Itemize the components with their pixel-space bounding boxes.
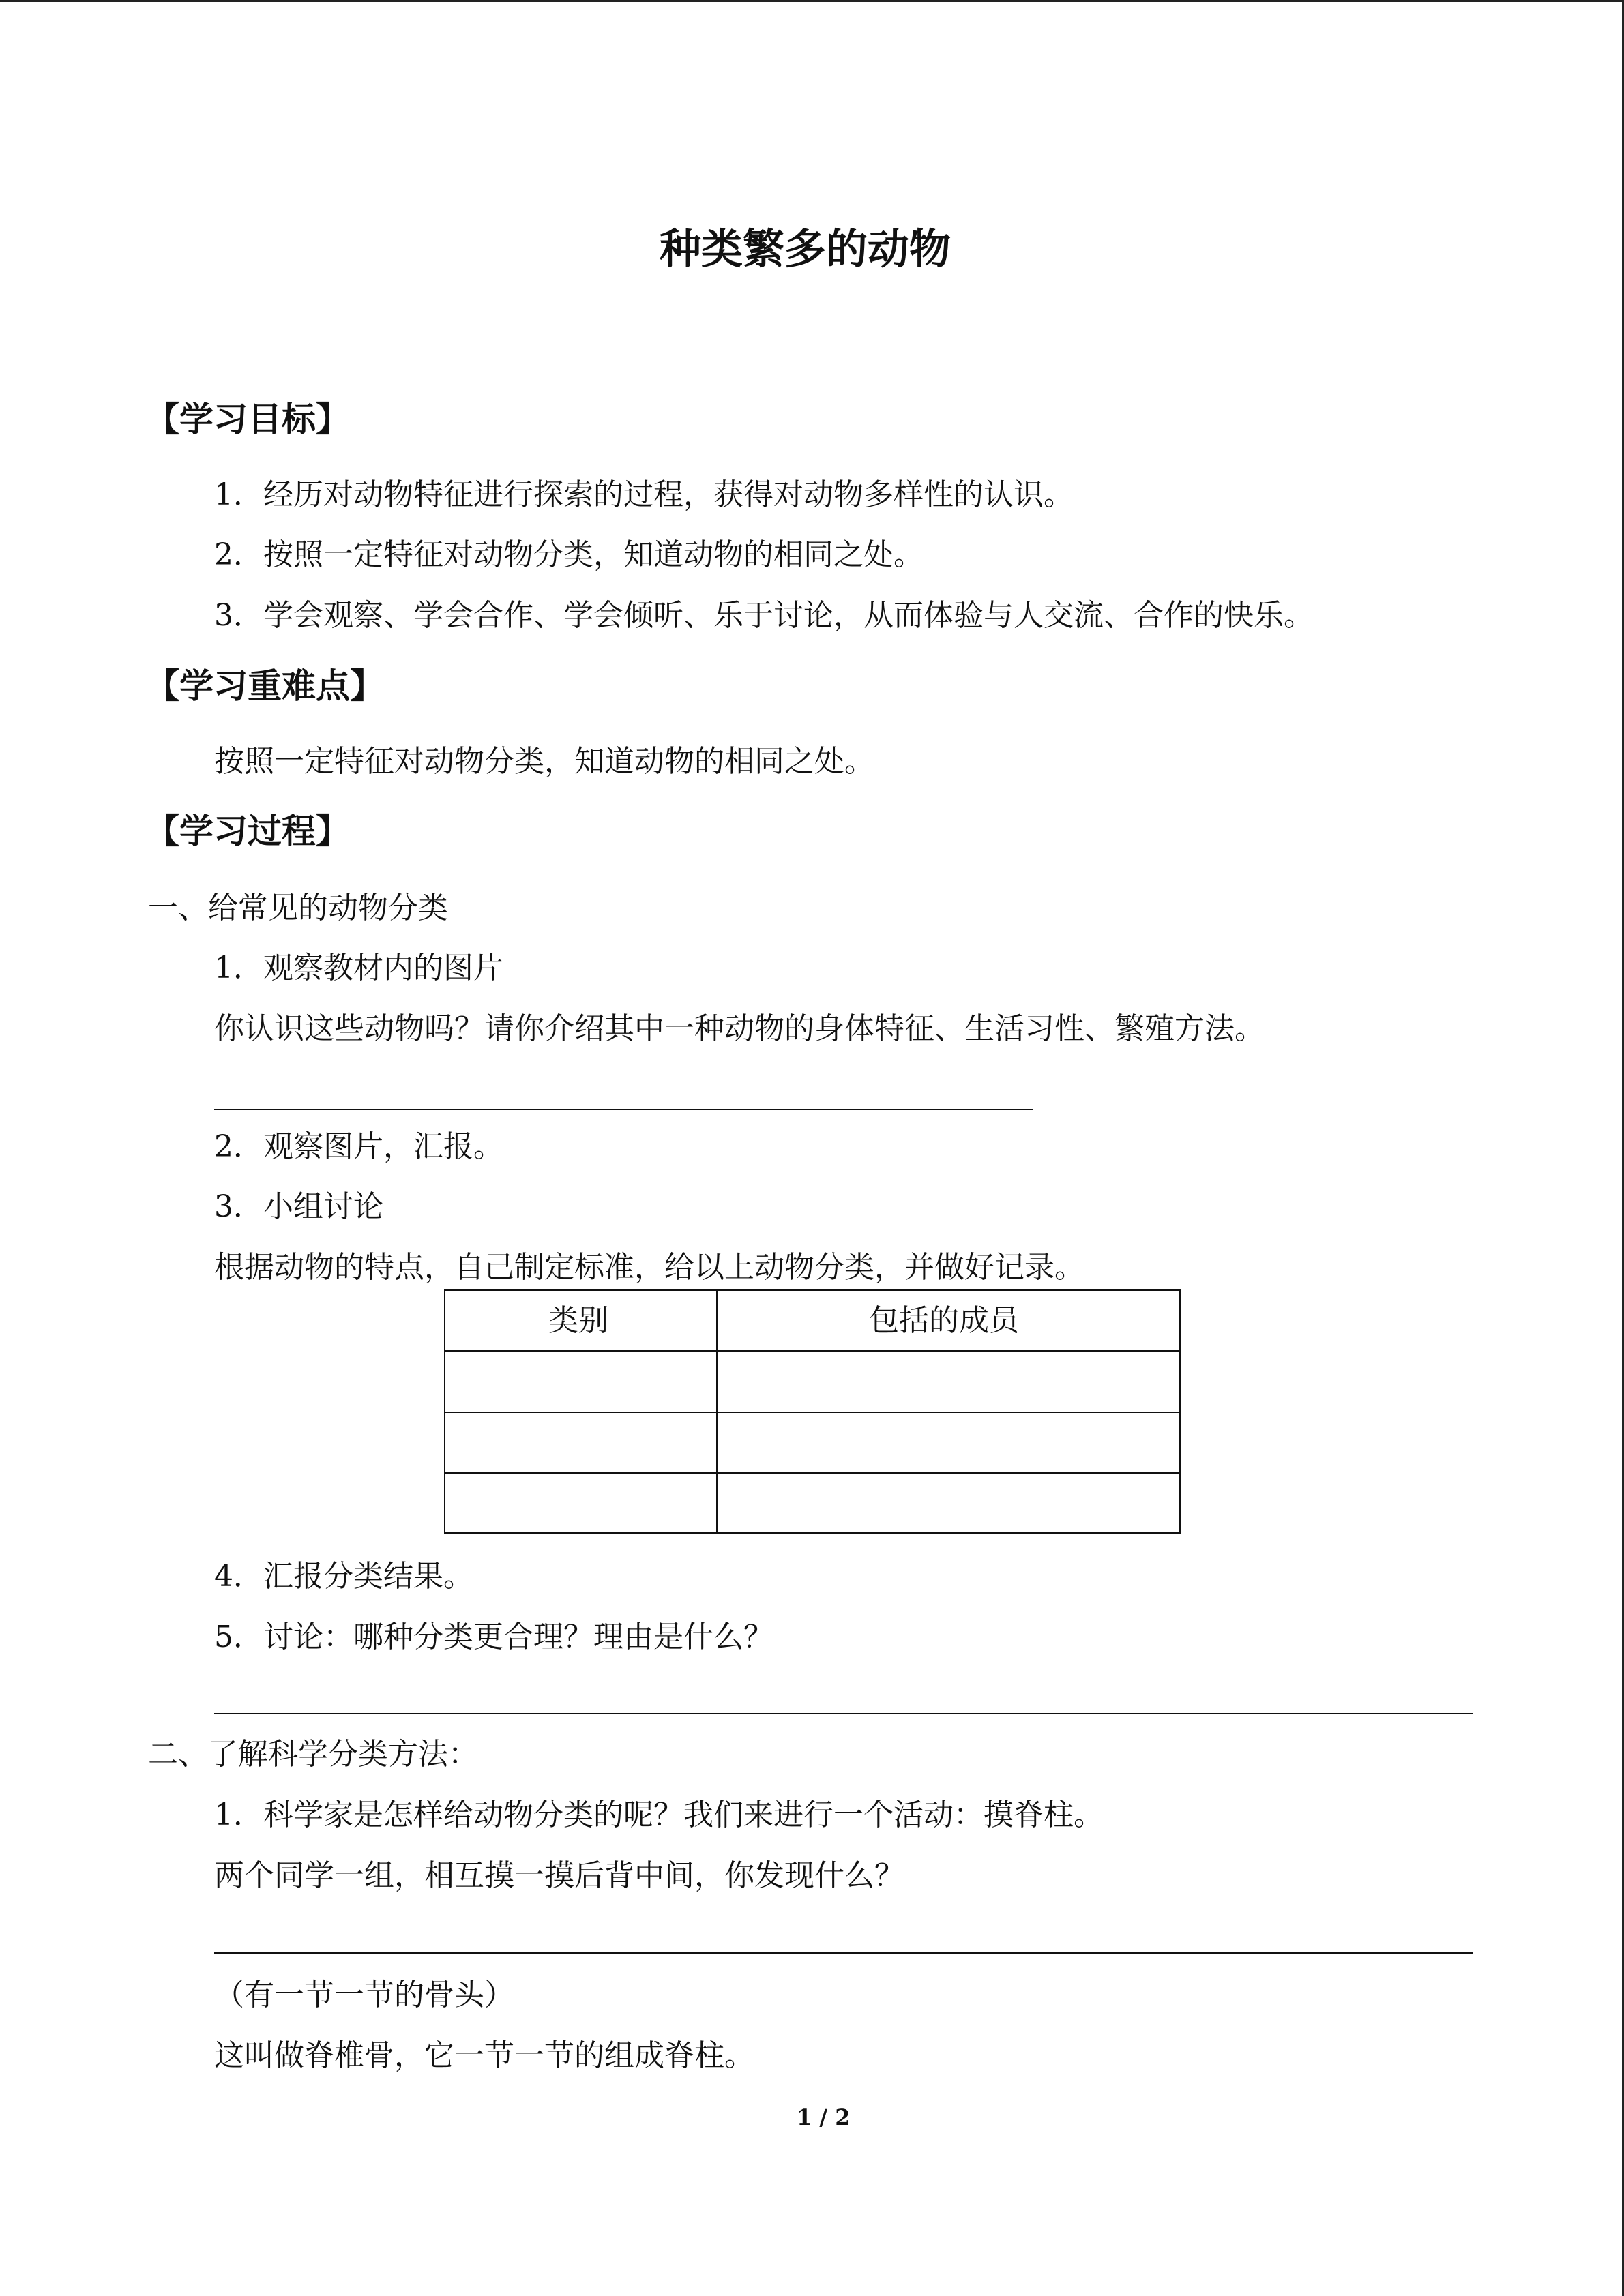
part2-step1-text: 两个同学一组，相互摸一摸后背中间，你发现什么？ xyxy=(214,1858,904,1893)
part1-step2: 2．观察图片，汇报。 xyxy=(214,1129,503,1164)
goal-item-2: 2．按照一定特征对动物分类，知道动物的相同之处。 xyxy=(214,537,924,572)
table-row-divider xyxy=(445,1350,1179,1352)
part2-answer: （有一节一节的骨头） xyxy=(214,1978,514,2012)
key-points-text: 按照一定特征对动物分类，知道动物的相同之处。 xyxy=(214,744,874,779)
section-heading-process: 【学习过程】 xyxy=(145,811,350,851)
part2-step1: 1．科学家是怎样给动物分类的呢？我们来进行一个活动：摸脊柱。 xyxy=(214,1798,1104,1832)
table-row-divider xyxy=(445,1472,1179,1474)
section-heading-goals: 【学习目标】 xyxy=(145,400,350,439)
table-header-category: 类别 xyxy=(548,1303,608,1338)
part1-step5: 5．讨论：哪种分类更合理？理由是什么？ xyxy=(214,1620,773,1654)
part1-step1-text: 你认识这些动物吗？请你介绍其中一种动物的身体特征、生活习性、繁殖方法。 xyxy=(214,1011,1265,1046)
goal-item-3: 3．学会观察、学会合作、学会倾听、乐于讨论，从而体验与人交流、合作的快乐。 xyxy=(214,598,1314,633)
classification-table xyxy=(444,1289,1181,1534)
answer-line-2 xyxy=(214,1713,1473,1714)
table-header-members: 包括的成员 xyxy=(869,1303,1019,1338)
part2-conclusion: 这叫做脊椎骨，它一节一节的组成脊柱。 xyxy=(214,2038,754,2073)
goal-item-1: 1．经历对动物特征进行探索的过程，获得对动物多样性的认识。 xyxy=(214,477,1074,512)
part2-title: 二、了解科学分类方法： xyxy=(148,1737,478,1772)
part1-step3: 3．小组讨论 xyxy=(214,1189,383,1224)
part1-step1: 1．观察教材内的图片 xyxy=(214,951,503,985)
section-heading-key-points: 【学习重难点】 xyxy=(145,666,384,706)
table-row-divider xyxy=(445,1412,1179,1413)
part1-step3-text: 根据动物的特点，自己制定标准，给以上动物分类，并做好记录。 xyxy=(214,1250,1084,1285)
page-border-top xyxy=(0,0,1624,2)
answer-line-3 xyxy=(214,1952,1473,1954)
page-number: 1 / 2 xyxy=(797,2104,851,2130)
answer-line-1 xyxy=(214,1109,1033,1110)
part1-title: 一、给常见的动物分类 xyxy=(148,891,448,925)
document-title: 种类繁多的动物 xyxy=(660,225,951,273)
part1-step4: 4．汇报分类结果。 xyxy=(214,1559,473,1594)
